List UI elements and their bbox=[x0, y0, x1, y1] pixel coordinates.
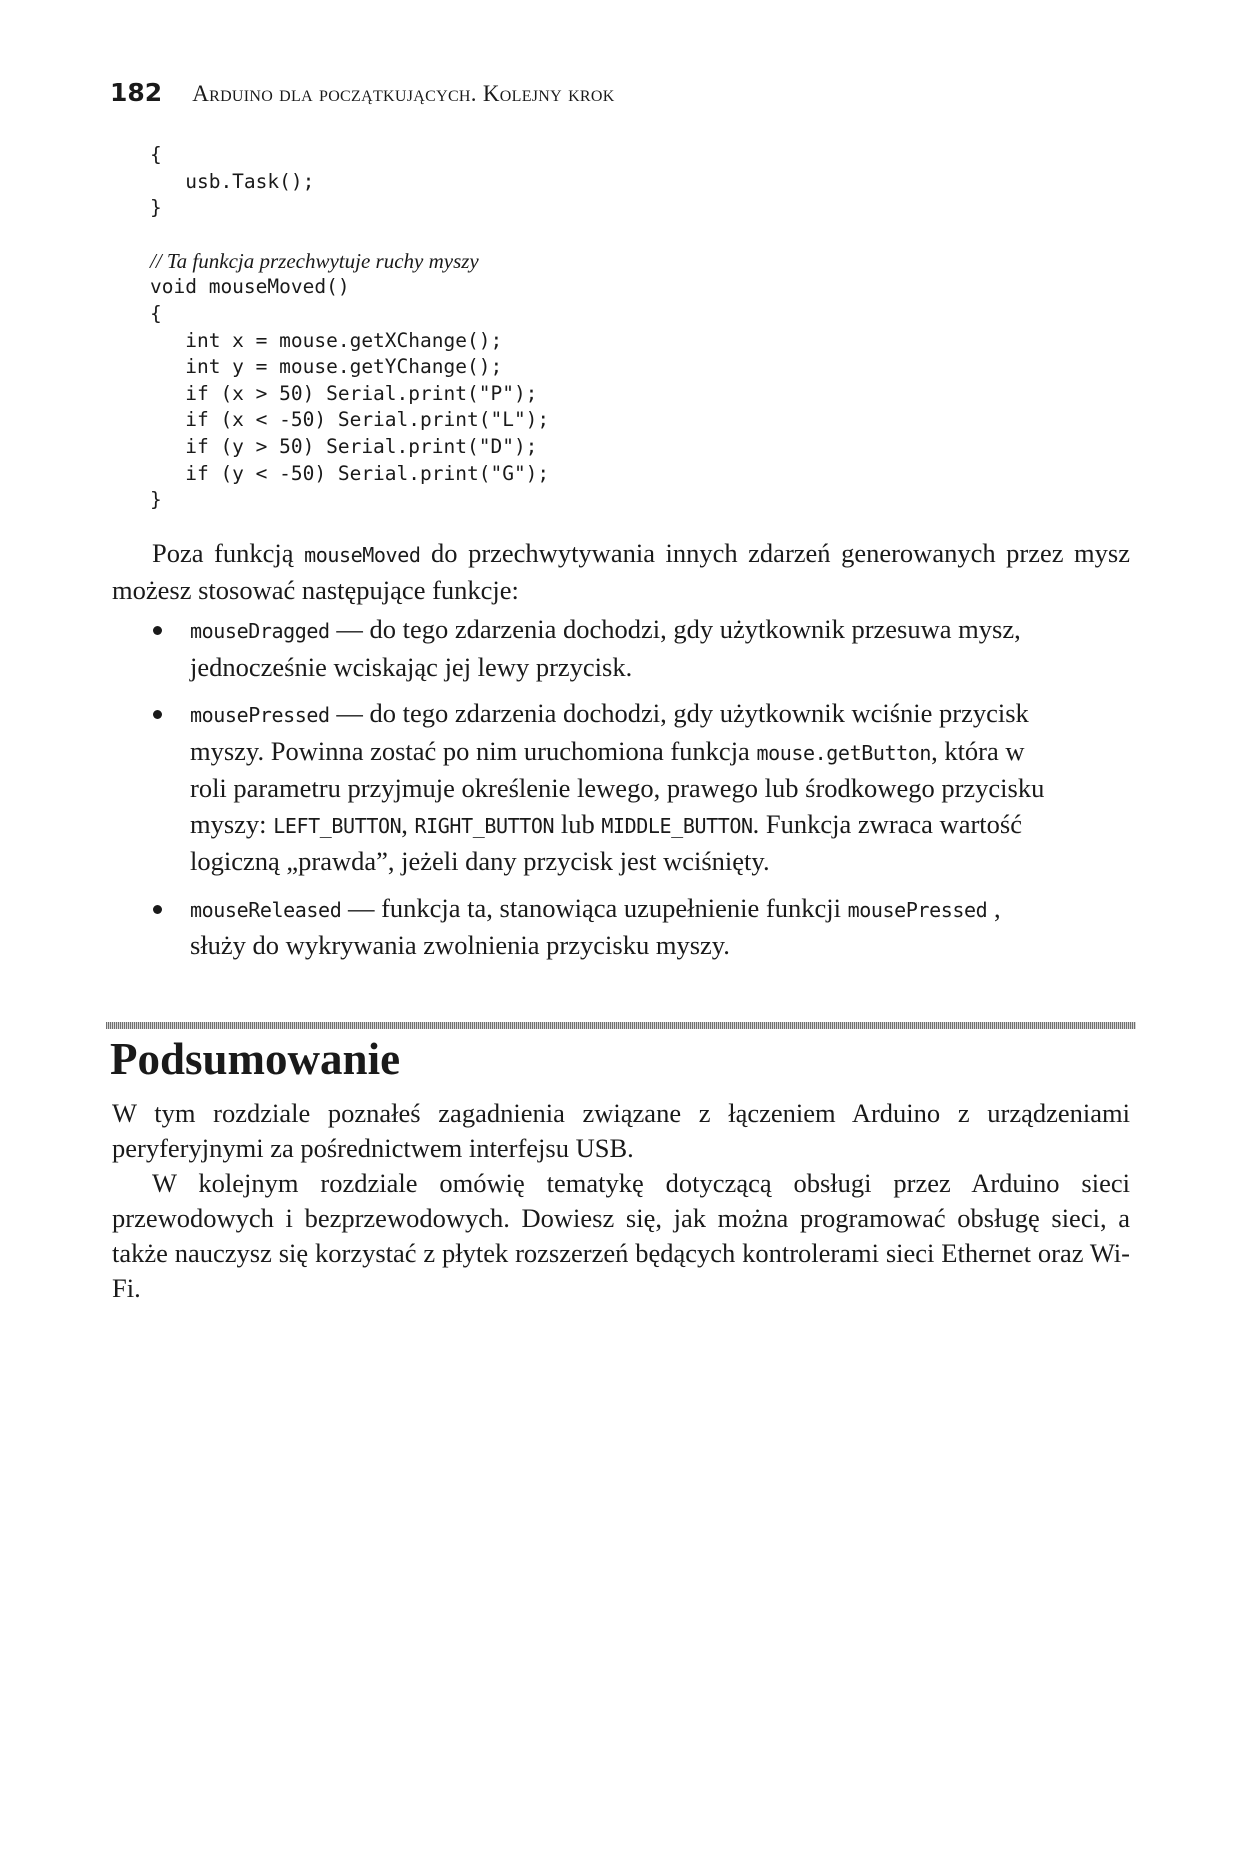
inline-code: RIGHT_BUTTON bbox=[414, 813, 555, 838]
inline-code: mousePressed bbox=[190, 703, 330, 727]
bullet-icon bbox=[153, 710, 162, 719]
page-number: 182 bbox=[110, 78, 163, 107]
list-item-text: — do tego zdarzenia dochodzi, gdy użytkownik przesuwa mysz, jednocześnie wciskając jej lewy przycisk. bbox=[190, 614, 1021, 682]
code-line: int y = mouse.getYChange(); bbox=[150, 355, 503, 379]
list-item-text: , która w roli parametru przyjmuje określenie lewego, prawego lub środkowego przycisku myszy: bbox=[190, 735, 1045, 839]
code-line: } bbox=[150, 196, 162, 220]
function-list bbox=[112, 612, 1130, 975]
list-item-text: , bbox=[401, 808, 415, 839]
inline-code: mouseDragged bbox=[190, 619, 330, 643]
inline-code: LEFT_BUTTON bbox=[273, 813, 402, 838]
code-comment: // Ta funkcja przechwytuje ruchy myszy bbox=[150, 248, 479, 273]
running-header bbox=[110, 78, 615, 107]
code-line: void mouseMoved() bbox=[150, 275, 350, 299]
list-item-text: . Funkcja zwraca wartość logiczną „prawda”, jeżeli dany przycisk jest wciśnięty. bbox=[190, 808, 1022, 876]
code-line: { bbox=[150, 301, 162, 325]
list-item-text: — funkcja ta, stanowiąca uzupełnienie funkcji bbox=[341, 892, 848, 923]
code-line: if (x > 50) Serial.print("P"); bbox=[150, 381, 538, 405]
inline-code: mouseReleased bbox=[190, 897, 342, 922]
code-listing bbox=[150, 142, 549, 514]
list-item bbox=[112, 696, 1130, 880]
code-line-blank bbox=[150, 222, 549, 248]
code-line: if (y < -50) Serial.print("G"); bbox=[150, 461, 550, 485]
code-line: if (y > 50) Serial.print("D"); bbox=[150, 434, 538, 458]
inline-code: mouseMoved bbox=[304, 543, 421, 567]
list-item bbox=[112, 891, 1130, 964]
bullet-icon bbox=[153, 626, 162, 635]
code-line: { bbox=[150, 143, 162, 166]
intro-paragraph bbox=[112, 536, 1130, 608]
list-item bbox=[112, 612, 1130, 685]
code-line: usb.Task(); bbox=[150, 169, 315, 193]
bullet-icon bbox=[153, 905, 162, 914]
list-item-text: — do tego zdarzenia dochodzi, gdy użytkownik wciśnie przycisk myszy. Powinna zostać po nim uruchomiona funkcja bbox=[190, 698, 1029, 766]
code-line: } bbox=[150, 488, 162, 512]
intro-paragraph-block bbox=[112, 536, 1130, 608]
list-item-text: , służy do wykrywania zwolnienia przycisku myszy. bbox=[190, 892, 1001, 960]
section-heading: Podsumowanie bbox=[110, 1034, 401, 1084]
code-line: int x = mouse.getXChange(); bbox=[150, 328, 503, 352]
section-divider bbox=[106, 1022, 1136, 1029]
summary-paragraph: W kolejnym rozdziale omówię tematykę dotyczącą obsługi przez Arduino sieci przewodowych i bezprzewodowych. Dowiesz się, jak można programować obsługę sieci, a także nauczysz się korzystać z płytek rozszerzeń będących kontrolerami sieci Ethernet oraz Wi-Fi. bbox=[112, 1168, 1130, 1303]
summary-paragraph: W tym rozdziale poznałeś zagadnienia związane z łączeniem Arduino z urządzeniami peryferyjnymi za pośrednictwem interfejsu USB. bbox=[112, 1098, 1130, 1163]
summary-block bbox=[112, 1096, 1130, 1306]
running-header-title: Arduino dla początkujących. Kolejny krok bbox=[192, 81, 615, 106]
code-line: if (x < -50) Serial.print("L"); bbox=[150, 408, 550, 432]
intro-text-after: do przechwytywania innych zdarzeń generowanych przez mysz możesz stosować następujące funkcje: bbox=[112, 538, 1130, 605]
inline-code: mouse.getButton bbox=[756, 740, 932, 765]
inline-code: mousePressed bbox=[847, 897, 988, 922]
list-item-text: lub bbox=[554, 808, 602, 839]
inline-code: MIDDLE_BUTTON bbox=[601, 813, 753, 838]
intro-text-before: Poza funkcją bbox=[152, 538, 305, 568]
